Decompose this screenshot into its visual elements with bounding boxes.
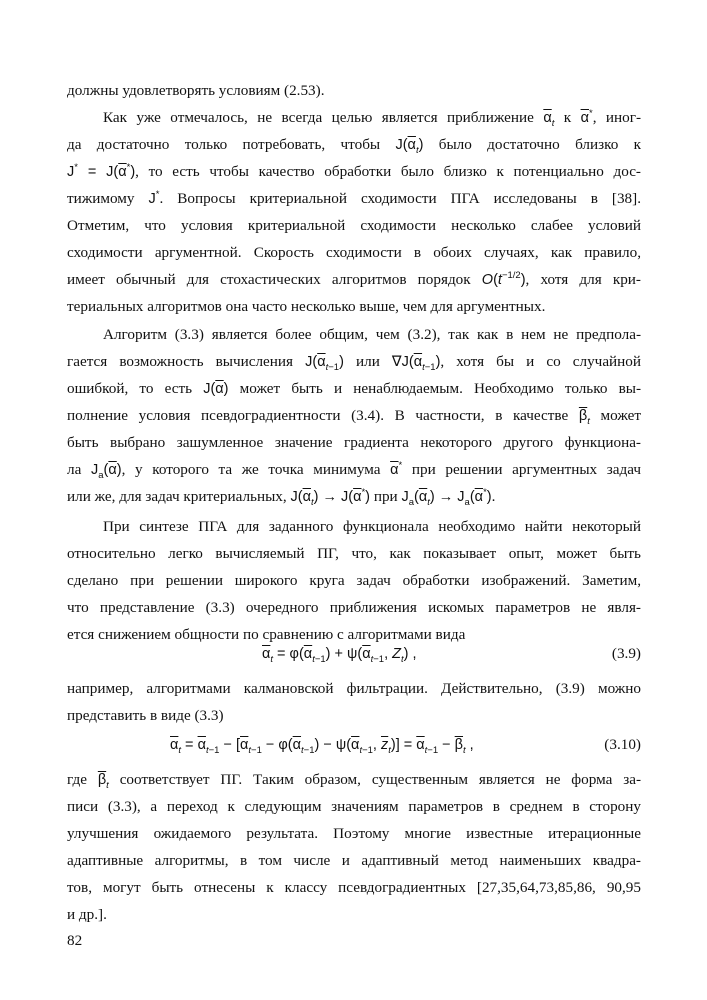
text-line: сходимости аргументной. Скорость сходимости в обоих случаях, как правило, [67, 244, 641, 261]
text-line: да достаточно только потребовать, чтобы $J(\overline{\alpha}_t)$ было достаточно близко к [67, 136, 642, 156]
text-line: адаптивные алгоритмы, в том числе и адаптивный метод наименьших квадра- [67, 852, 641, 869]
page-number: 82 [67, 932, 83, 949]
text-line: и др.]. [67, 906, 107, 923]
text-line: должны удовлетворять условиям (2.53). [67, 82, 325, 99]
text-line: где $\overline{\beta}_t$ соответствует ПГ. Таким образом, существенным является не форма за- [67, 771, 642, 791]
text-line: $J^* = J(\overline{\alpha}^*)$, то есть чтобы качество обработки было близко к потенциально дос- [67, 162, 641, 180]
text-line: тов, могут быть отнесены к классу псевдоградиентных [27,35,64,73,85,86, 90,95 [67, 879, 641, 896]
text-line: гается возможность вычисления $J(\overline{\alpha}_{t-1})$ или $\nabla J(\overline{\alpha}_{t-1})$, хотя бы и со случайной [67, 353, 642, 373]
equation-3-10: $\overline{\alpha}_t = \overline{\alpha}_{t-1} - [\overline{\alpha}_{t-1} - \varphi(\overline{\alpha}_{t-1}) - \psi(\overline{\alpha}_{t-1}$, $\overline{z}_t)] = \overline{\alpha}_{t-1} - \overline{\beta}_t$ , [170, 737, 474, 756]
text-line: имеет обычный для стохастических алгоритмов порядок $O(t^{-1/2})$, хотя для кри- [67, 270, 641, 288]
equation-3-9: $\overline{\alpha}_t = \varphi(\overline{\alpha}_{t-1}) + \psi(\overline{\alpha}_{t-1}$, $Z_t$) , [262, 646, 417, 665]
text-line: что представление (3.3) очередного приближения искомых параметров не явля- [67, 599, 641, 616]
text-line: Алгоритм (3.3) является более общим, чем (3.2), так как в нем не предпола- [103, 326, 641, 343]
text-line: относительно легко вычисляемый ПГ, что, как показывает опыт, может быть [67, 545, 641, 562]
text-line: например, алгоритмами калмановской фильтрации. Действительно, (3.9) можно [67, 680, 641, 697]
text-line: Отметим, что условия критериальной сходимости несколько слабее условий [67, 217, 641, 234]
text-line: Как уже отмечалось, не всегда целью является приближение $\overline{\alpha}_t$ к $\overline{\alpha}^*$, иног- [103, 108, 642, 129]
text-line: При синтезе ПГА для заданного функционала необходимо найти некоторый [103, 518, 641, 535]
equation-number: (3.10) [604, 736, 641, 753]
text-line: писи (3.3), а переход к следующим значениям параметров в среднем в сторону [67, 798, 641, 815]
text-line: улучшения ожидаемого результата. Поэтому многие известные итерационные [67, 825, 641, 842]
text-line: териальных алгоритмов она часто несколько выше, чем для аргументных. [67, 298, 546, 315]
text-line: сделано при решении широкого круга задач обработки изображений. Заметим, [67, 572, 641, 589]
text-line: представить в виде (3.3) [67, 707, 224, 724]
equation-number: (3.9) [611, 645, 641, 662]
text-line: быть выбрано зашумленное значение градиента некоторого другого функциона- [67, 434, 641, 451]
text-line: ется снижением общности по сравнению с алгоритмами вида [67, 626, 466, 643]
text-line: ошибкой, то есть $J(\overline{\alpha})$ может быть и ненаблюдаемым. Необходимо только вы- [67, 380, 642, 397]
text-line: тижимому J*. Вопросы критериальной сходимости ПГА исследованы в [38]. [67, 189, 641, 207]
text-line: или же, для задач критериальных, $J(\overline{\alpha}_t) \to J(\overline{\alpha}^*)$ при $J_a(\overline{\alpha}_t) \to J_a(\overline{\alpha}^*)$. [67, 487, 496, 508]
text-line: ла $J_a(\overline{\alpha})$, у которого та же точка минимума $\overline{\alpha}^*$ при решении аргументных задач [67, 460, 642, 481]
text-line: полнение условия псевдоградиентности (3.4). В частности, в качестве $\overline{\beta}_t$ может [67, 407, 642, 427]
